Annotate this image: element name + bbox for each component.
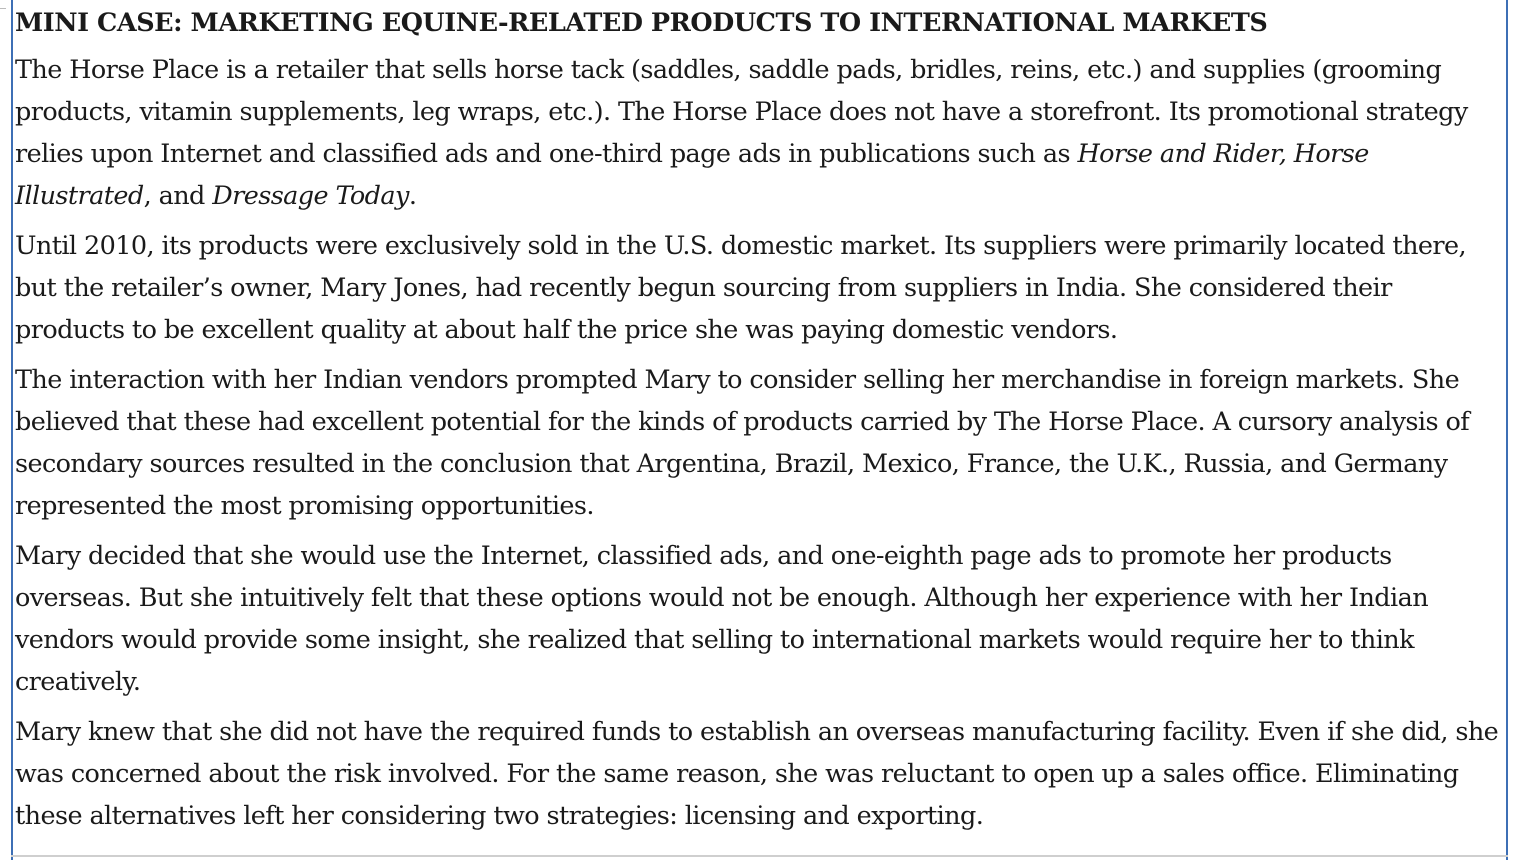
paragraph-5: Mary knew that she did not have the required funds to establish an overseas manufacturing facility. Even if she did, she was concerned about the risk involved. For the same reason, she was reluctant to open up a sales office. Eliminating these alternatives left her considering two strategies: licensing and exporting. bbox=[15, 717, 1499, 831]
paragraph-1-text-b: , and bbox=[143, 181, 213, 211]
paragraph-3: The interaction with her Indian vendors prompted Mary to consider selling her merchandise in foreign markets. She believed that these had excellent potential for the kinds of products carried by The Horse Place. A cursory analysis of secondary sources resulted in the conclusion that Argentina, Brazil, Mexico, France, the U.K., Russia, and Germany represented the most promising opportunities. bbox=[15, 365, 1470, 521]
case-title: MINI CASE: MARKETING EQUINE-RELATED PRODUCTS TO INTERNATIONAL MARKETS bbox=[15, 8, 1268, 38]
paragraph-1-text-a: The Horse Place is a retailer that sells horse tack (saddles, saddle pads, bridles, reins, etc.) and supplies (grooming products, vitamin supplements, leg wraps, etc.). The Horse Place does not have a storefront. Its promotional strategy relies upon Internet and classified ads and one-third page ads in publications such as bbox=[15, 55, 1468, 169]
corner-tick bbox=[0, 8, 6, 9]
paragraph-2: Until 2010, its products were exclusively sold in the U.S. domestic market. Its suppliers were primarily located there, but the retailer’s owner, Mary Jones, had recently begun sourcing from suppliers in India. She considered their products to be excellent quality at about half the price she was paying domestic vendors. bbox=[15, 231, 1466, 345]
paragraph-1-text-c: . bbox=[408, 181, 417, 211]
case-content bbox=[15, 0, 1505, 837]
bottom-divider bbox=[11, 855, 1508, 857]
paragraph-1 bbox=[15, 49, 1505, 217]
publication-horse-and-rider-horse-illustrated: Horse and Rider, Horse Illustrated bbox=[15, 139, 1369, 211]
paragraph-4: Mary decided that she would use the Internet, classified ads, and one-eighth page ads to promote her products overseas. But she intuitively felt that these options would not be enough. Although her experience with her Indian vendors would provide some insight, she realized that selling to international markets would require her to think creatively. bbox=[15, 541, 1429, 697]
publication-dressage-today: Dressage Today bbox=[212, 181, 409, 211]
